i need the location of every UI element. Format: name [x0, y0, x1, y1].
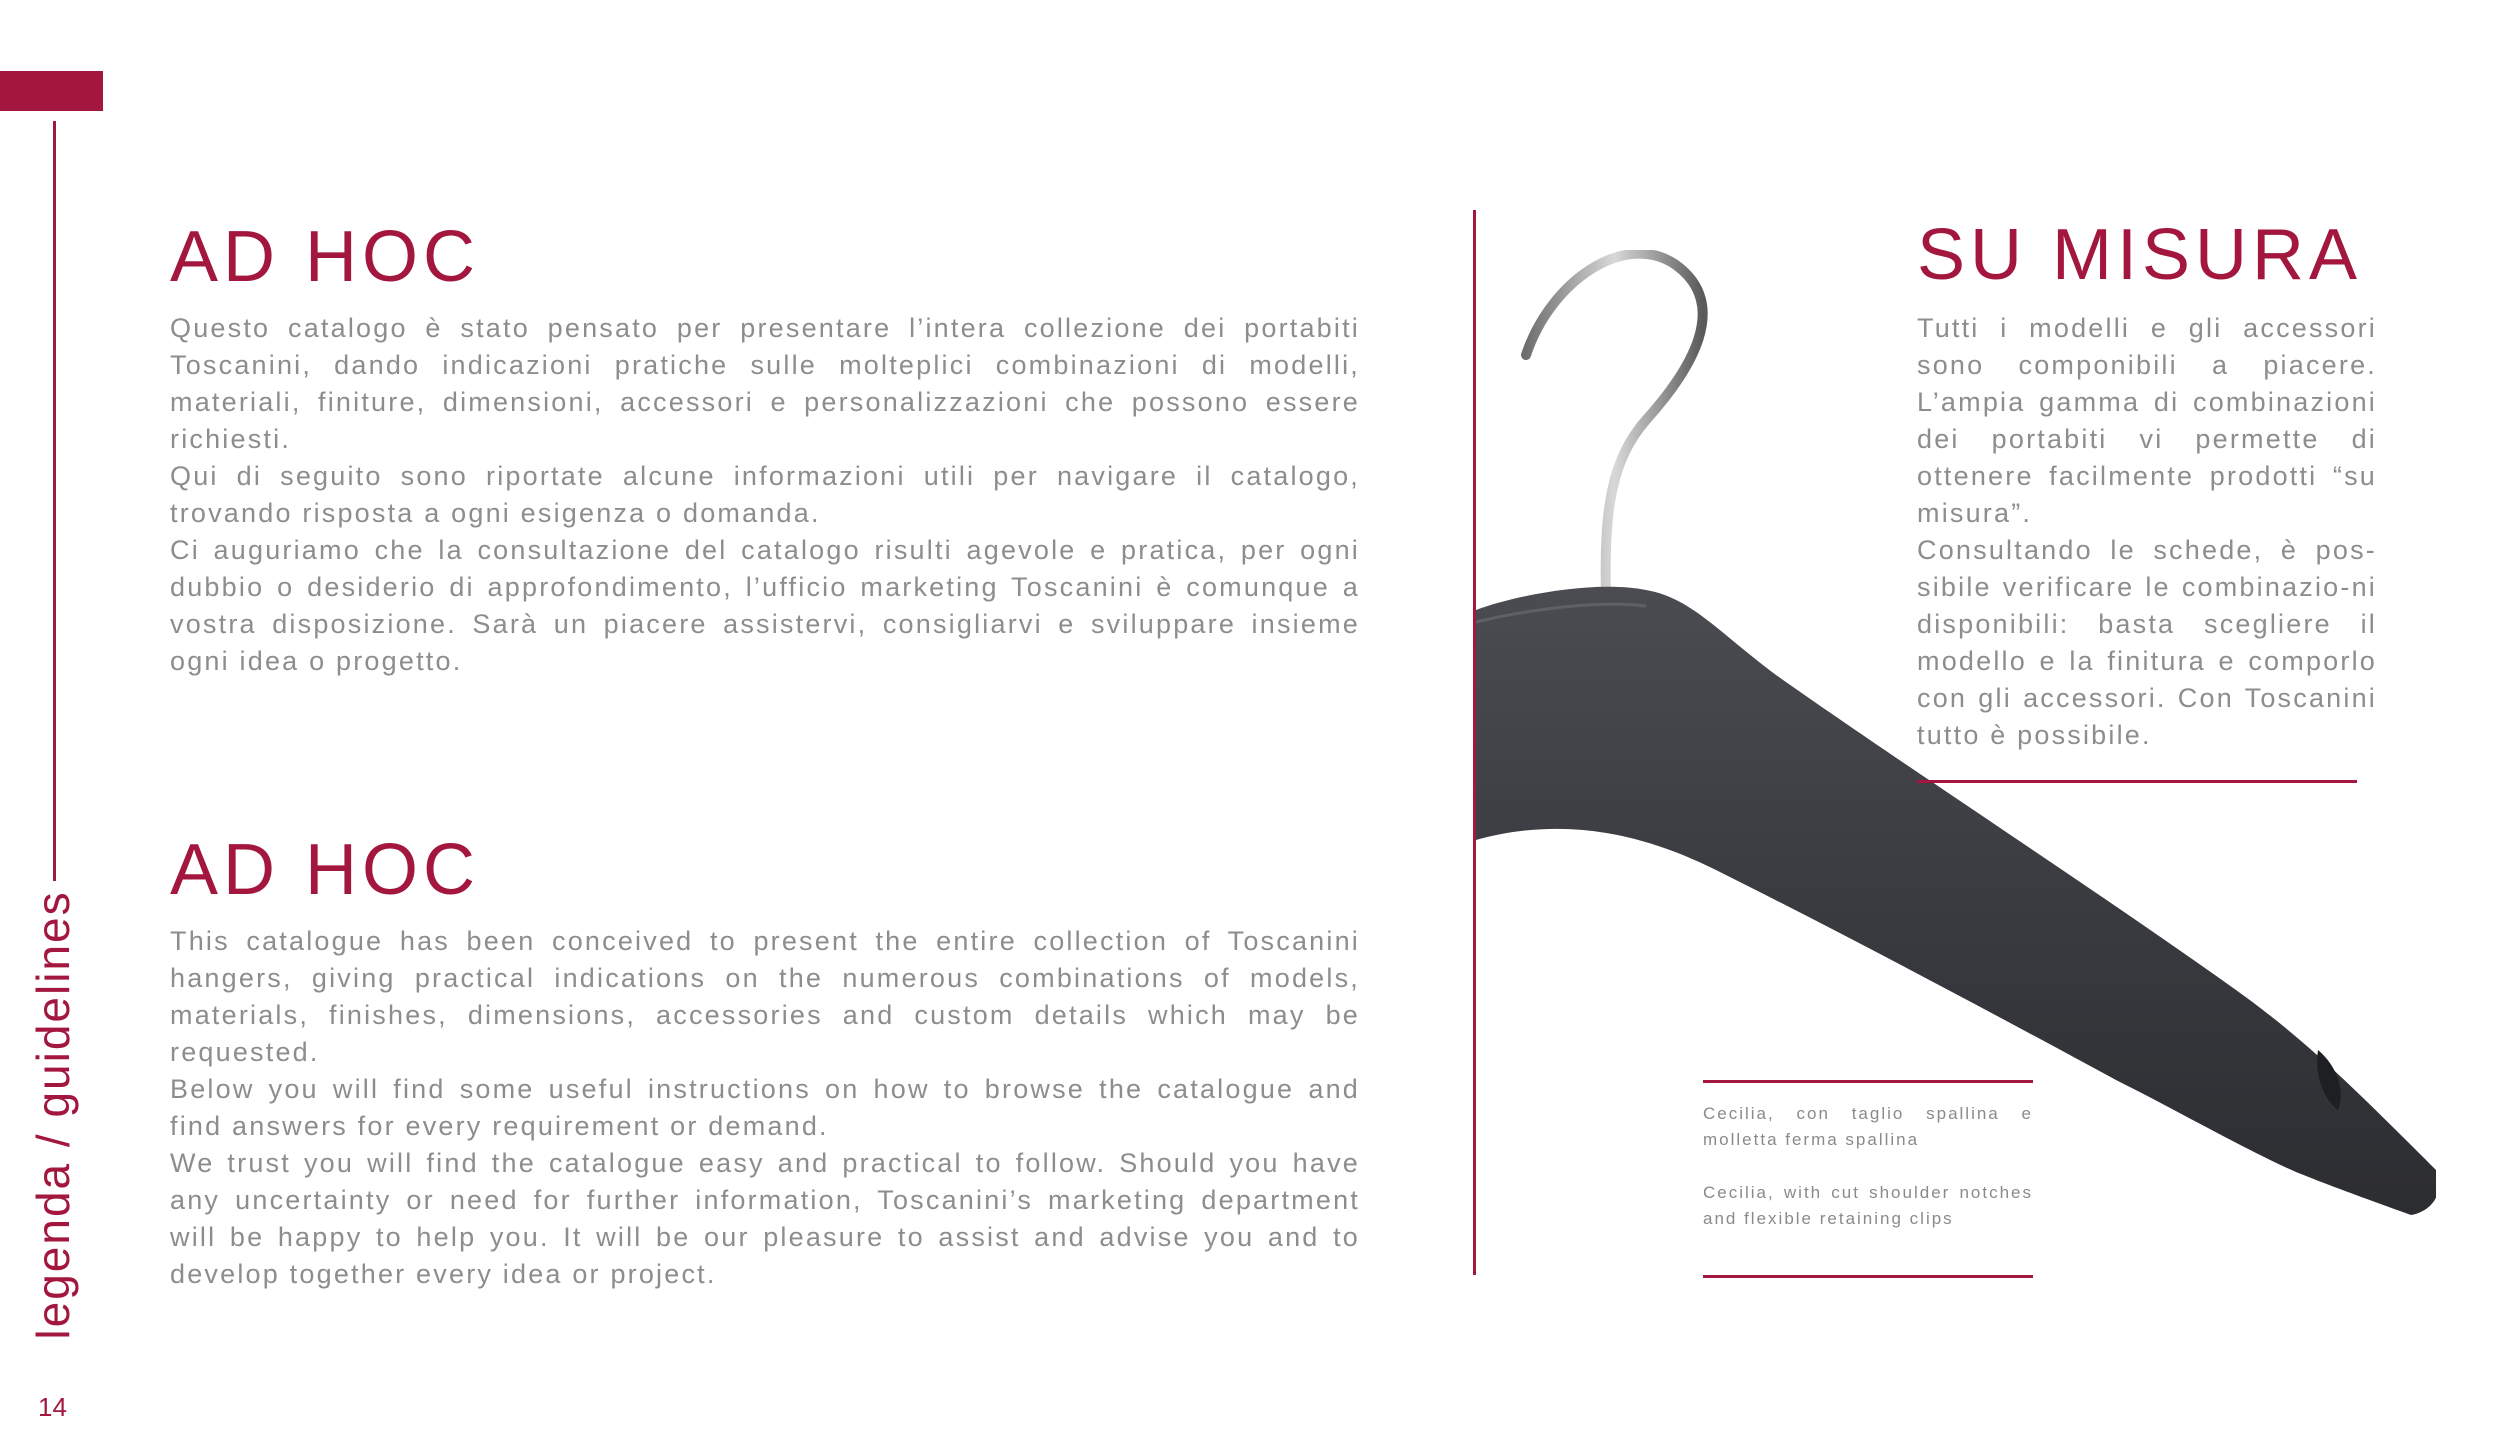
heading-english: AD HOC [170, 830, 481, 910]
caption-italian: Cecilia, con taglio spallina e molletta ferma spallina [1703, 1104, 2033, 1149]
heading-italian: AD HOC [170, 217, 481, 297]
section-label: legenda / guidelines [27, 890, 79, 1340]
paragraph: Questo catalogo è stato pensato per presentare l’intera collezione dei portabiti Toscanini, dando indicazioni pratiche sulle molteplici combinazioni di modelli, materiali, finiture, dimensioni, accessori e personalizzazioni che possono essere richiesti. [170, 313, 1360, 454]
paragraph: Ci auguriamo che la consultazione del catalogo risulti agevole e pratica, per ogni dubbio o desiderio di approfondimento, l’ufficio marketing Toscanini è comunque a vostra disposizione. Sarà un piacere assistervi, consigliarvi e sviluppare insieme ogni idea o progetto. [170, 535, 1360, 676]
body-italian [170, 310, 1360, 680]
heading-su-misura: SU MISURA [1917, 215, 2363, 295]
body-english [170, 923, 1360, 1293]
caption-english: Cecilia, with cut shoulder notches and flexible retaining clips [1703, 1183, 2033, 1228]
paragraph: This catalogue has been conceived to present the entire collection of Toscanini hangers, giving practical indications on the numerous combinations of models, materials, finishes, dimensions, accessories and custom details which may be requested. [170, 926, 1360, 1067]
caption-rule-top [1703, 1080, 2033, 1083]
page-number: 14 [38, 1392, 67, 1422]
paragraph: Qui di seguito sono riportate alcune informazioni utili per navigare il catalogo, trovando risposta a ogni esigenza o domanda. [170, 461, 1360, 528]
caption-rule-bottom [1703, 1275, 2033, 1278]
paragraph: Consultando le schede, è pos-sibile verificare le combinazio-ni disponibili: basta scegliere il modello e la finitura e comporlo con gli accessori. Con Toscanini tutto è possibile. [1917, 535, 2377, 750]
su-misura-rule [1917, 780, 2357, 783]
sidebar-rule [53, 121, 56, 881]
paragraph: Tutti i modelli e gli accessori sono componibili a piacere. L’ampia gamma di combinazioni dei portabiti vi permette di ottenere facilmente prodotti “su misura”. [1917, 313, 2377, 528]
hook-shape [1526, 254, 1703, 595]
paragraph: We trust you will find the catalogue easy and practical to follow. Should you have any uncertainty or need for further information, Toscanini’s marketing department will be happy to help you. It will be our pleasure to assist and advise you and to develop together every idea or project. [170, 1148, 1360, 1289]
corner-accent-tab [0, 71, 103, 111]
paragraph: Below you will find some useful instructions on how to browse the catalogue and find answers for every requirement or demand. [170, 1074, 1360, 1141]
body-su-misura [1917, 310, 2377, 754]
